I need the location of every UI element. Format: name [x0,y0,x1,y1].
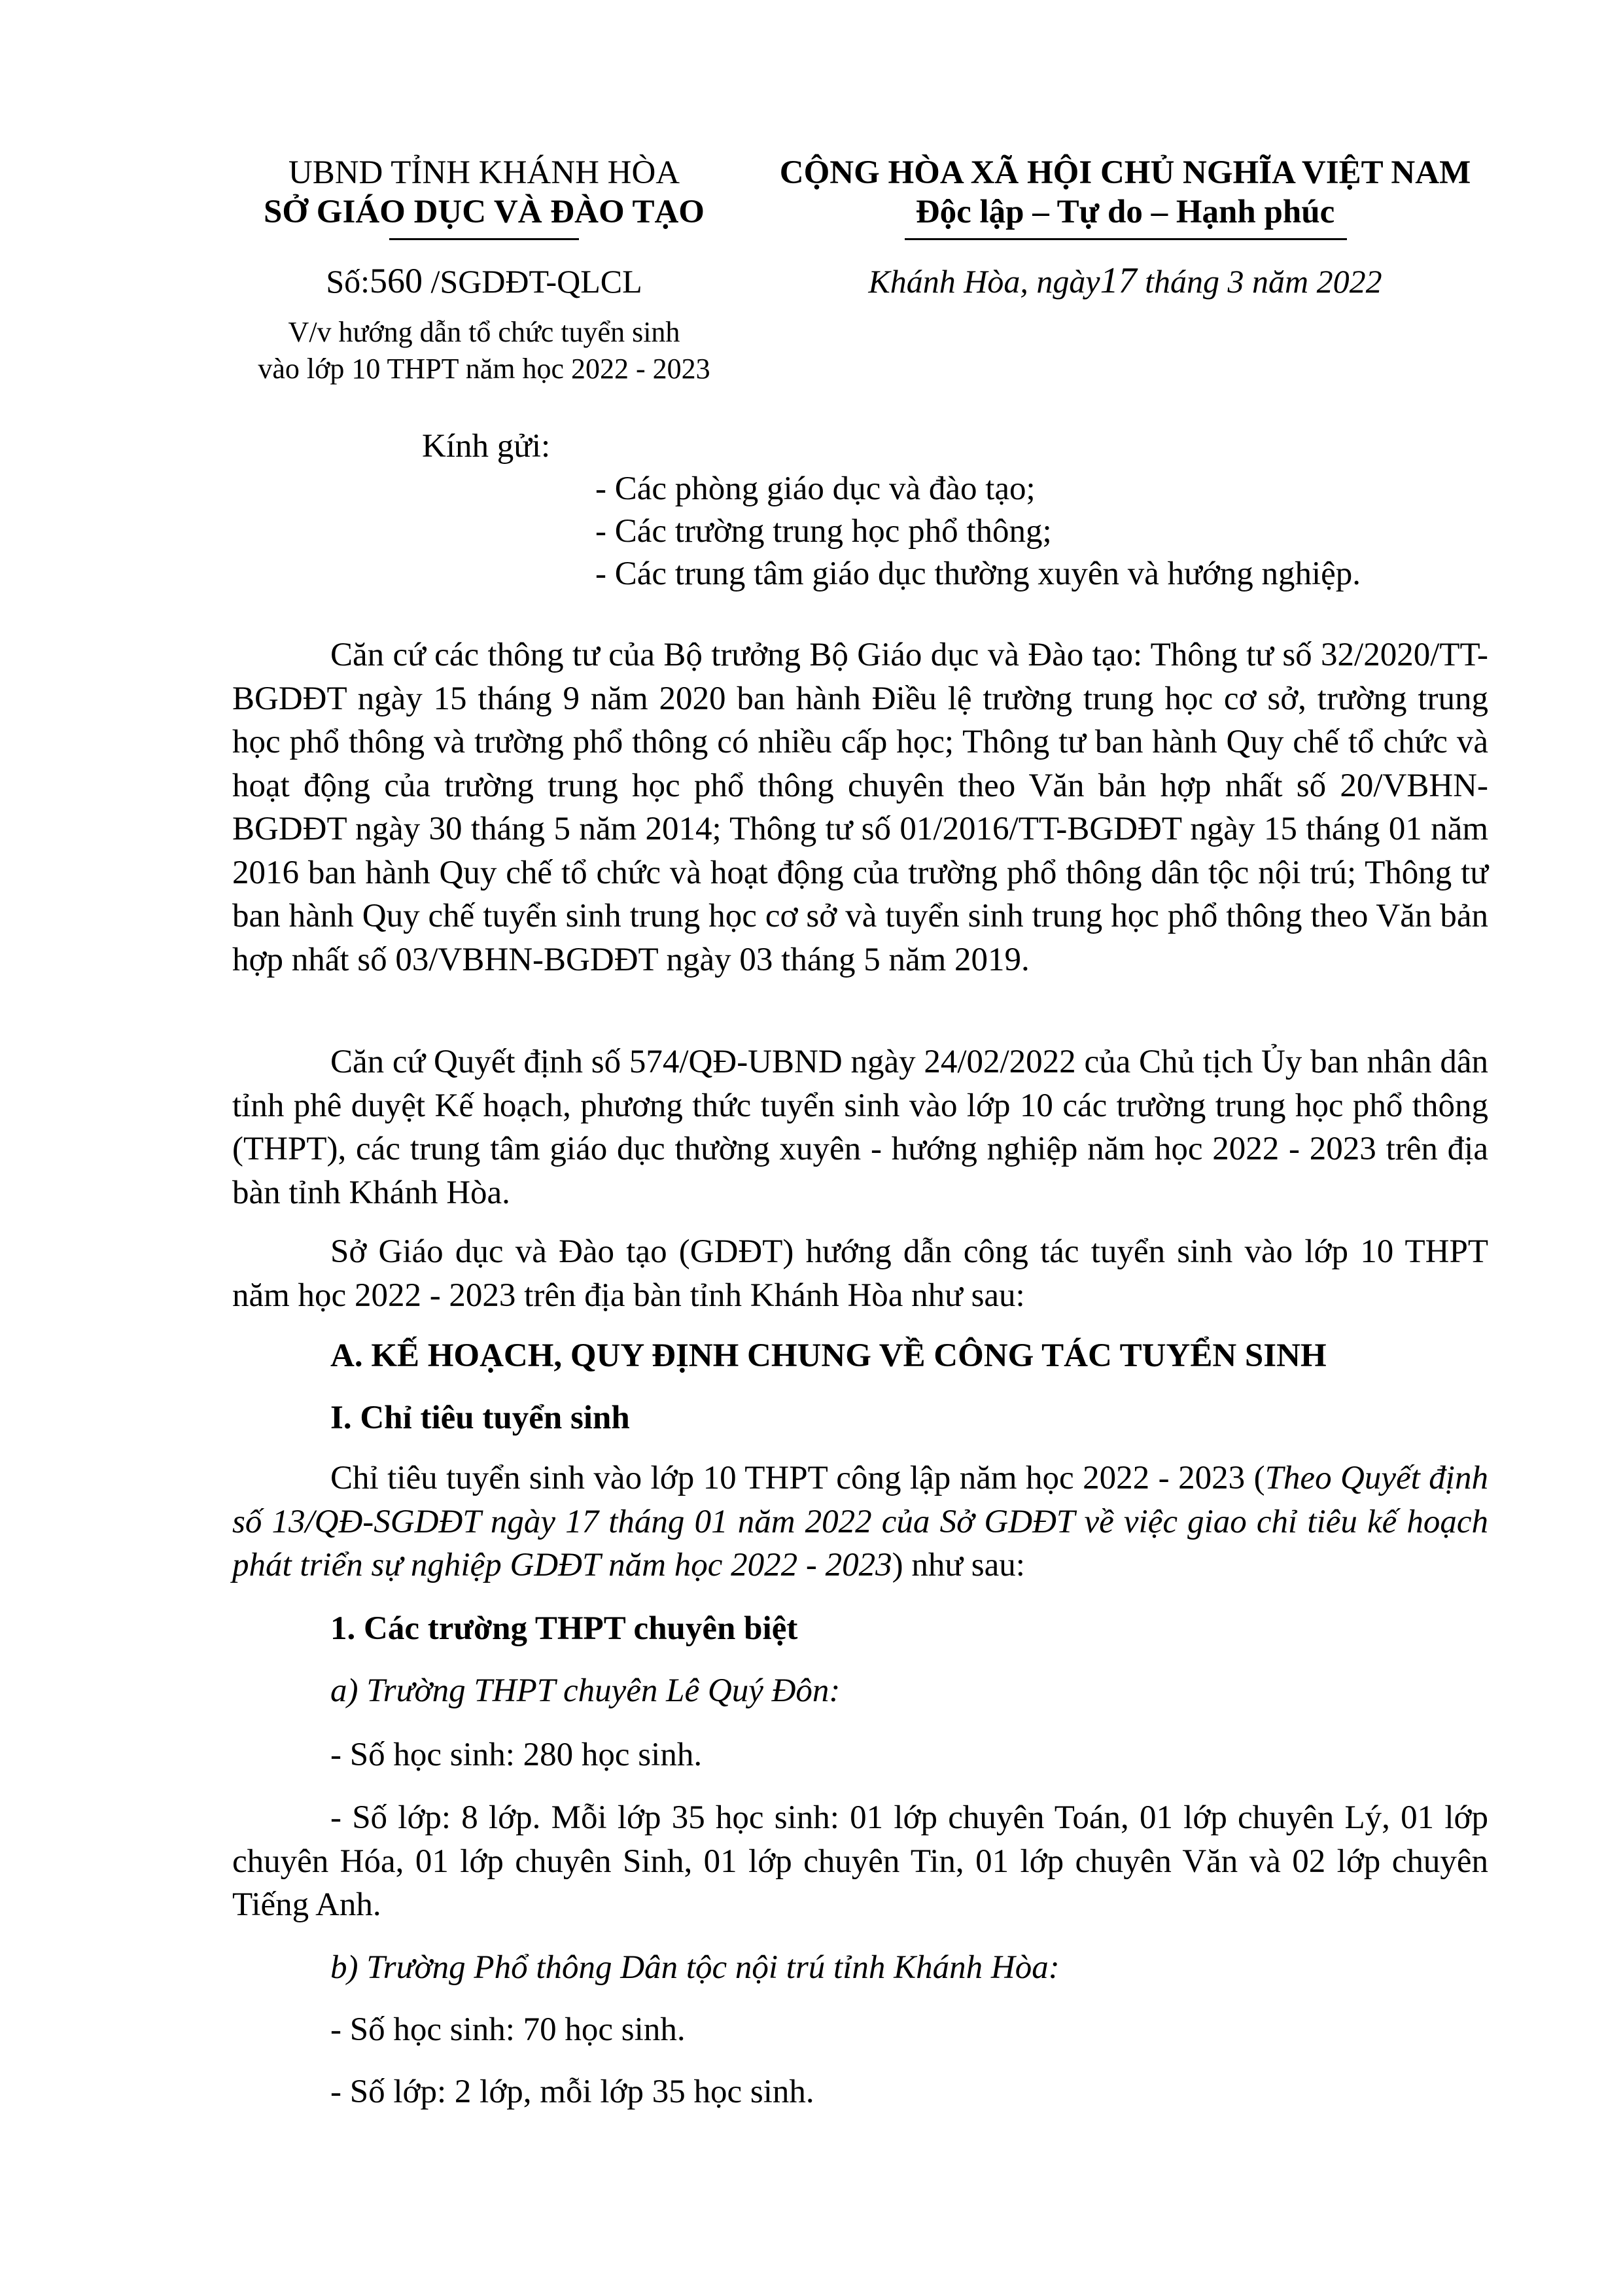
heading-section-a: A. KẾ HOẠCH, QUY ĐỊNH CHUNG VỀ CÔNG TÁC TUYỂN SINH [330,1337,1327,1374]
quota-text-start: Chỉ tiêu tuyển sinh vào lớp 10 THPT công lập năm học 2022 - 2023 ( [330,1460,1265,1496]
place-date-day: 17 [1100,260,1137,301]
number-prefix: Số: [326,263,370,300]
agency-underline [389,238,579,240]
place-date-suffix: tháng 3 năm 2022 [1145,263,1382,300]
boarding-school-classes: - Số lớp: 2 lớp, mỗi lớp 35 học sinh. [330,2074,814,2110]
number-value: 560 [370,261,423,300]
agency-parent: UBND TỈNH KHÁNH HÒA [288,154,680,191]
subheading-boarding-school: b) Trường Phổ thông Dân tộc nội trú tỉnh Khánh Hòa: [330,1949,1060,1986]
paragraph-quota [232,1457,1488,1587]
paragraph-decision: Căn cứ Quyết định số 574/QĐ-UBND ngày 24/02/2022 của Chủ tịch Ủy ban nhân dân tỉnh phê duyệt Kế hoạch, phương thức tuyển sinh vào lớp 10 các trường trung học phổ thông (THPT), các trung tâm giáo dục thường xuyên - hướng nghiệp năm học 2022 - 2023 trên địa bàn tỉnh Khánh Hòa. [232,1044,1488,1211]
subject-line-2: vào lớp 10 THPT năm học 2022 - 2023 [258,353,710,385]
le-quy-don-students: - Số học sinh: 280 học sinh. [330,1737,703,1773]
document-number [216,262,752,300]
quota-text-reference: Theo Quyết định số 13/QĐ-SGDĐT ngày 17 tháng 01 năm 2022 của Sở GDĐT về việc giao chỉ tiêu kế hoạch phát triển sự nghiệp GDĐT năm học 2022 - 2023 [232,1460,1488,1583]
heading-specialized-schools: 1. Các trường THPT chuyên biệt [330,1610,798,1647]
place-date [739,262,1511,300]
number-suffix: /SGDĐT-QLCL [430,263,642,300]
subheading-le-quy-don: a) Trường THPT chuyên Lê Quý Đôn: [330,1672,841,1709]
le-quy-don-classes: - Số lớp: 8 lớp. Mỗi lớp 35 học sinh: 01 lớp chuyên Toán, 01 lớp chuyên Lý, 01 lớp chuyên Hóa, 01 lớp chuyên Sinh, 01 lớp chuyên Tin, 01 lớp chuyên Văn và 02 lớp chuyên Tiếng Anh. [232,1799,1488,1923]
place-date-prefix: Khánh Hòa, ngày [868,263,1100,300]
national-motto: Độc lập – Tự do – Hạnh phúc [915,194,1335,230]
paragraph-guidance-intro: Sở Giáo dục và Đào tạo (GDĐT) hướng dẫn công tác tuyển sinh vào lớp 10 THPT năm học 2022 - 2023 trên địa bàn tỉnh Khánh Hòa như sau: [232,1233,1488,1314]
recipient-item: - Các phòng giáo dục và đào tạo; [595,470,1036,507]
recipient-item: - Các trung tâm giáo dục thường xuyên và hướng nghiệp. [595,556,1361,592]
subject-line-1: V/v hướng dẫn tổ chức tuyển sinh [288,316,680,348]
paragraph-legal-basis: Căn cứ các thông tư của Bộ trưởng Bộ Giáo dục và Đào tạo: Thông tư số 32/2020/TT-BGDĐT ngày 15 tháng 9 năm 2020 ban hành Điều lệ trường trung học cơ sở, trường trung học phổ thông và trường phổ thông có nhiều cấp học; Thông tư ban hành Quy chế tổ chức và hoạt động của trường trung học phổ thông chuyên theo Văn bản hợp nhất số 20/VBHN-BGDĐT ngày 30 tháng 5 năm 2014; Thông tư số 01/2016/TT-BGDĐT ngày 15 tháng 01 năm 2016 ban hành Quy chế tổ chức và hoạt động của trường phổ thông dân tộc nội trú; Thông tư ban hành Quy chế tuyển sinh trung học cơ sở và tuyển sinh trung học phổ thông theo Văn bản hợp nhất số 03/VBHN-BGDĐT ngày 03 tháng 5 năm 2019. [232,637,1488,978]
quota-text-end: ) như sau: [892,1547,1025,1583]
recipients-label: Kính gửi: [422,428,551,465]
agency-name: SỞ GIÁO DỤC VÀ ĐÀO TẠO [264,194,705,230]
heading-quota: I. Chỉ tiêu tuyển sinh [330,1400,630,1436]
motto-underline [905,238,1347,240]
national-title: CỘNG HÒA XÃ HỘI CHỦ NGHĨA VIỆT NAM [779,154,1471,191]
recipient-item: - Các trường trung học phổ thông; [595,513,1052,550]
boarding-school-students: - Số học sinh: 70 học sinh. [330,2011,686,2048]
